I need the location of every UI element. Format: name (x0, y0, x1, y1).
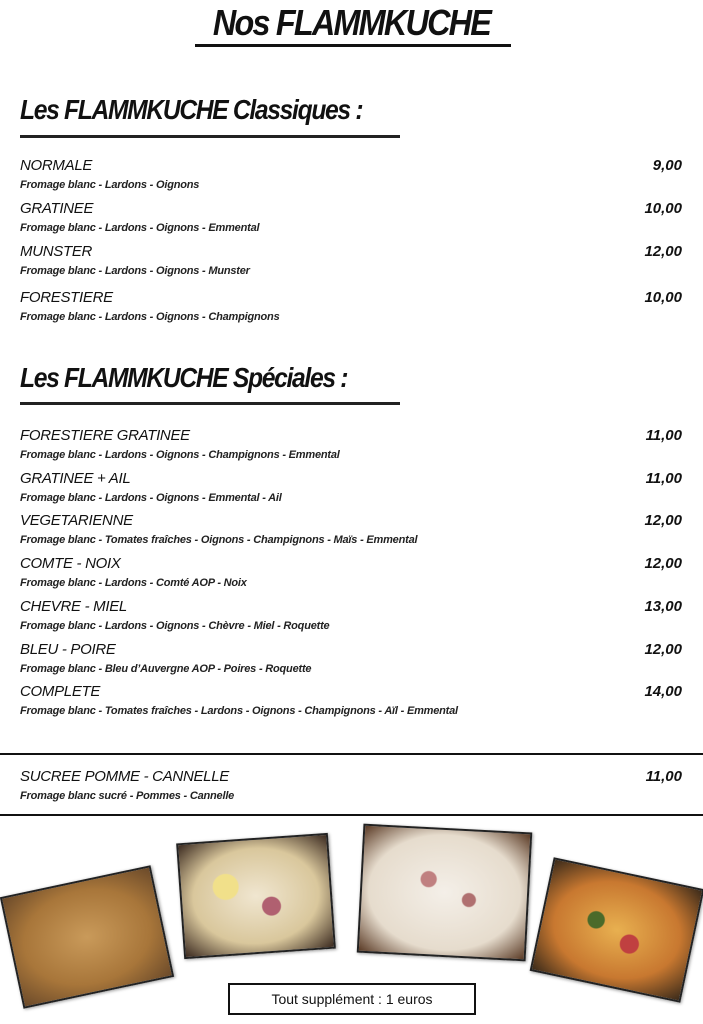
item-price: 12,00 (644, 555, 682, 572)
item-desc: Fromage blanc - Lardons - Oignons - Champignons (20, 311, 280, 323)
item-name: COMTE - NOIX (20, 555, 121, 572)
item-name: COMPLETE (20, 683, 101, 700)
menu-item (20, 512, 682, 552)
item-desc: Fromage blanc - Lardons - Oignons - Champignons - Emmental (20, 449, 340, 461)
item-desc: Fromage blanc - Lardons - Oignons (20, 179, 200, 191)
item-desc: Fromage blanc - Tomates fraîches - Oignons - Champignons - Maïs - Emmental (20, 534, 418, 546)
item-price: 14,00 (644, 683, 682, 700)
item-desc: Fromage blanc - Lardons - Oignons - Emmental - Ail (20, 492, 282, 504)
flammkuche-photo-gratinee (176, 833, 336, 959)
section-underline (20, 402, 400, 405)
item-name: MUNSTER (20, 243, 93, 260)
menu-item (20, 683, 682, 723)
item-name: NORMALE (20, 157, 93, 174)
divider (0, 753, 703, 755)
item-price: 11,00 (645, 768, 682, 785)
item-price: 12,00 (644, 243, 682, 260)
section-underline (20, 135, 400, 138)
divider (0, 814, 703, 816)
item-name: GRATINEE + AIL (20, 470, 131, 487)
item-name: CHEVRE - MIEL (20, 598, 127, 615)
item-price: 13,00 (644, 598, 682, 615)
item-price: 9,00 (652, 157, 682, 174)
item-name: FORESTIERE GRATINEE (20, 427, 190, 444)
menu-item (20, 598, 682, 638)
item-name: BLEU - POIRE (20, 641, 116, 658)
item-price: 10,00 (644, 289, 682, 306)
item-desc: Fromage blanc - Lardons - Oignons - Emmental (20, 222, 260, 234)
item-desc: Fromage blanc sucré - Pommes - Cannelle (20, 790, 235, 802)
menu-item-sucree (20, 768, 682, 808)
menu-item (20, 641, 682, 681)
item-price: 11,00 (645, 427, 682, 444)
menu-item (20, 555, 682, 595)
item-price: 11,00 (645, 470, 682, 487)
item-name: GRATINEE (20, 200, 94, 217)
item-price: 10,00 (644, 200, 682, 217)
menu-item (20, 427, 682, 467)
menu-item (20, 289, 682, 329)
item-desc: Fromage blanc - Lardons - Oignons - Chèvre - Miel - Roquette (20, 620, 330, 632)
menu-item (20, 157, 682, 197)
menu-item (20, 243, 682, 283)
item-desc: Fromage blanc - Lardons - Comté AOP - Noix (20, 577, 247, 589)
section-heading-classiques: Les FLAMMKUCHE Classiques : (20, 94, 363, 125)
flammkuche-photo-normale (357, 824, 533, 962)
item-price: 12,00 (644, 641, 682, 658)
menu-item (20, 470, 682, 510)
section-heading-speciales: Les FLAMMKUCHE Spéciales : (20, 362, 348, 393)
flammkuche-photo-sucree (0, 865, 174, 1009)
item-desc: Fromage blanc - Tomates fraîches - Lardons - Oignons - Champignons - Aïl - Emmental (20, 705, 458, 717)
item-name: SUCREE POMME - CANNELLE (20, 768, 229, 785)
item-desc: Fromage blanc - Lardons - Oignons - Munster (20, 265, 250, 277)
menu-item (20, 200, 682, 240)
item-name: FORESTIERE (20, 289, 113, 306)
title-underline (195, 44, 511, 47)
page-title: Nos FLAMMKUCHE (212, 2, 491, 43)
item-desc: Fromage blanc - Bleu d’Auvergne AOP - Poires - Roquette (20, 663, 312, 675)
supplement-note: Tout supplément : 1 euros (228, 983, 476, 1015)
flammkuche-photo-complete (530, 857, 703, 1002)
item-name: VEGETARIENNE (20, 512, 133, 529)
item-price: 12,00 (644, 512, 682, 529)
